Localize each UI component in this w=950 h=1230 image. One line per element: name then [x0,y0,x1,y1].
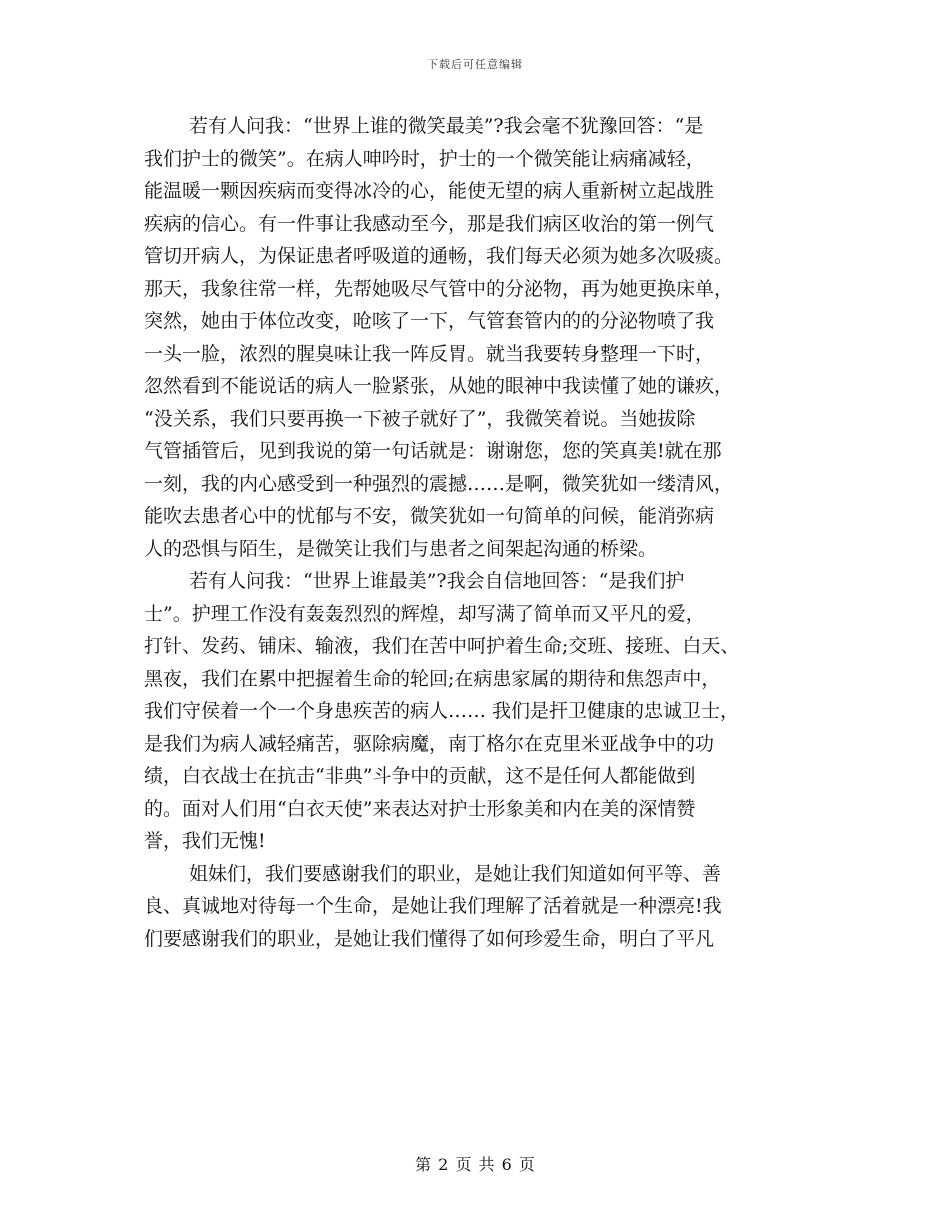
text-line: 疾病的信心。有一件事让我感动至今，那是我们病区收治的第一例气 [144,212,715,235]
text-line: 我们护士的微笑”。在病人呻吟时，护士的一个微笑能让病痛减轻， [144,147,705,170]
text-line: 的。面对人们用“白衣天使”来表达对护士形象美和内在美的深情赞 [144,797,696,820]
text-line: 我们守侯着一个一个身患疾苦的病人…… 我们是扞卫健康的忠诚卫士， [144,700,740,722]
text-line: 良、真诚地对待每一个生命，是她让我们理解了活着就是一种漂亮!我 [144,895,722,917]
text-line: 若有人问我：“世界上谁的微笑最美”?我会毫不犹豫回答：“是 [189,115,704,137]
text-line: 誉，我们无愧! [144,830,266,852]
page-number-footer: 第 2 页 共 6 页 [415,1155,535,1174]
text-line: 气管插管后，见到我说的第一句话就是：谢谢您，您的笑真美!就在那 [144,440,722,462]
text-line: 突然，她由于体位改变，呛咳了一下，气管套管内的的分泌物喷了我 [144,310,715,332]
text-line: 是我们为病人减轻痛苦，驱除病魔，南丁格尔在克里米亚战争中的功 [144,732,715,755]
text-line: 绩，白衣战士在抗击“非典”斗争中的贡献，这不是任何人都能做到 [144,765,696,787]
text-line: “没关系，我们只要再换一下被子就好了”，我微笑着说。当她拔除 [144,407,696,430]
text-line: 们要感谢我们的职业，是她让我们懂得了如何珍爱生命，明白了平凡 [144,927,715,950]
text-line: 能吹去患者心中的忧郁与不安，微笑犹如一句简单的问候，能消弥病 [144,505,715,527]
text-line: 若有人问我：“世界上谁最美”?我会自信地回答：“是我们护 [189,570,685,592]
page-header: 下载后可任意编辑 [427,58,523,71]
text-line: 人的恐惧与陌生，是微笑让我们与患者之间架起沟通的桥梁。 [144,537,658,560]
text-line: 黑夜，我们在累中把握着生命的轮回;在病患家属的期待和焦怨声中， [144,667,721,690]
text-line: 士”。护理工作没有轰轰烈烈的辉煌，却写满了简单而又平凡的爱， [144,602,705,625]
text-line: 忽然看到不能说话的病人一脸紧张，从她的眼神中我读懂了她的谦疚， [144,375,734,397]
text-line: 能温暖一颗因疾病而变得冰冷的心，能使无望的病人重新树立起战胜 [144,180,715,202]
text-line: 打针、发药、铺床、输液，我们在苦中呵护着生命;交班、接班、白天、 [144,635,740,657]
text-line: 一刻，我的内心感受到一种强烈的震撼……是啊，微笑犹如一缕清风， [144,472,734,495]
text-line: 一头一脸，浓烈的腥臭味让我一阵反胃。就当我要转身整理一下时， [144,342,715,365]
document-body [144,110,814,955]
text-line: 管切开病人，为保证患者呼吸道的通畅，我们每天必须为她多次吸痰。 [144,245,734,267]
text-line: 那天，我象往常一样，先帮她吸尽气管中的分泌物，再为她更换床单， [144,277,734,300]
text-line: 姐妹们，我们要感谢我们的职业，是她让我们知道如何平等、善 [189,862,722,885]
